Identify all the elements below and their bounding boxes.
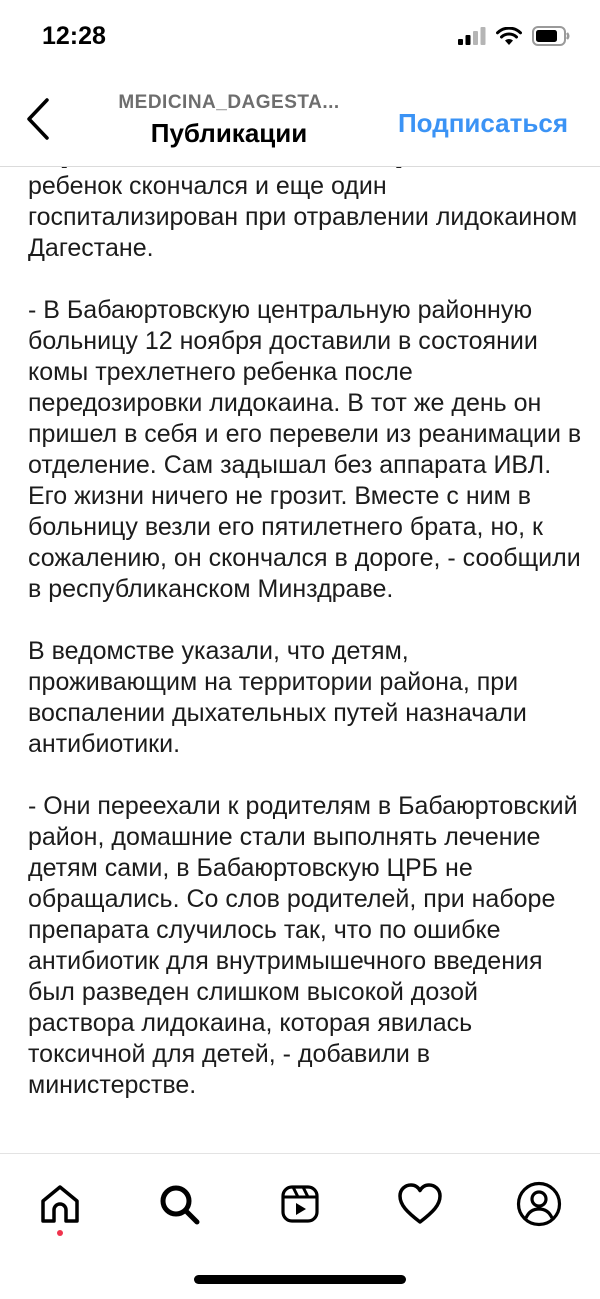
status-bar	[0, 0, 600, 72]
subscribe-button[interactable]: Подписаться	[397, 108, 568, 138]
account-name[interactable]: MEDICINA_DAGESTA...	[118, 92, 340, 113]
home-activity-dot	[57, 1230, 63, 1236]
heart-icon	[397, 1182, 443, 1226]
tab-profile[interactable]	[511, 1176, 567, 1232]
nav-titles	[98, 92, 360, 149]
page-title: Публикации	[150, 118, 308, 148]
cellular-signal-icon	[458, 27, 486, 45]
home-indicator[interactable]	[194, 1275, 406, 1284]
tab-home[interactable]	[32, 1176, 88, 1232]
status-time: 12:28	[42, 22, 106, 50]
tab-reels[interactable]	[272, 1176, 328, 1232]
chevron-left-icon	[25, 97, 51, 141]
reels-icon	[278, 1182, 322, 1226]
search-icon	[157, 1182, 201, 1226]
caption-paragraph: В ведомстве указали, что детям, проживающим на территории района, при воспалении дыхательных путей назначали антибиотики.	[28, 637, 527, 758]
tab-bar	[0, 1153, 600, 1299]
wifi-icon	[496, 27, 522, 46]
nav-bar	[0, 72, 600, 167]
profile-icon	[516, 1181, 562, 1227]
caption-paragraph: ребенок скончался и еще один госпитализирован при отравлении лидокаином Дагестане.	[28, 172, 578, 262]
caption-paragraph: - В Бабаюртовскую центральную районную больницу 12 ноября доставили в состоянии комы трехлетнего ребенка после передозировки лидокаина. В тот же день он пришел в себя и его перевели из реанимации в отделение. Сам задышал без аппарата ИВЛ. Его жизни ничего не грозит. Вместе с ним в больницу везли его пятилетнего брата, но, к сожалению, он скончался в дороге, - сообщили в республиканском Минздраве.	[28, 296, 582, 603]
tab-search[interactable]	[151, 1176, 207, 1232]
back-button[interactable]	[18, 94, 58, 144]
status-icons	[458, 26, 570, 46]
post-caption	[28, 140, 583, 1153]
tab-activity[interactable]	[392, 1176, 448, 1232]
caption-paragraph: - Они переехали к родителям в Бабаюртовский район, домашние стали выполнять лечение детям сами, в Бабаюртовскую ЦРБ не обращались. Со слов родителей, при наборе препарата случилось так, что по ошибке антибиотик для внутримышечного введения был разведен слишком высокой дозой раствора лидокаина, которая явилась токсичной для детей, - добавили в министерстве.	[28, 792, 578, 1099]
home-icon	[38, 1182, 82, 1226]
battery-icon	[532, 26, 570, 46]
